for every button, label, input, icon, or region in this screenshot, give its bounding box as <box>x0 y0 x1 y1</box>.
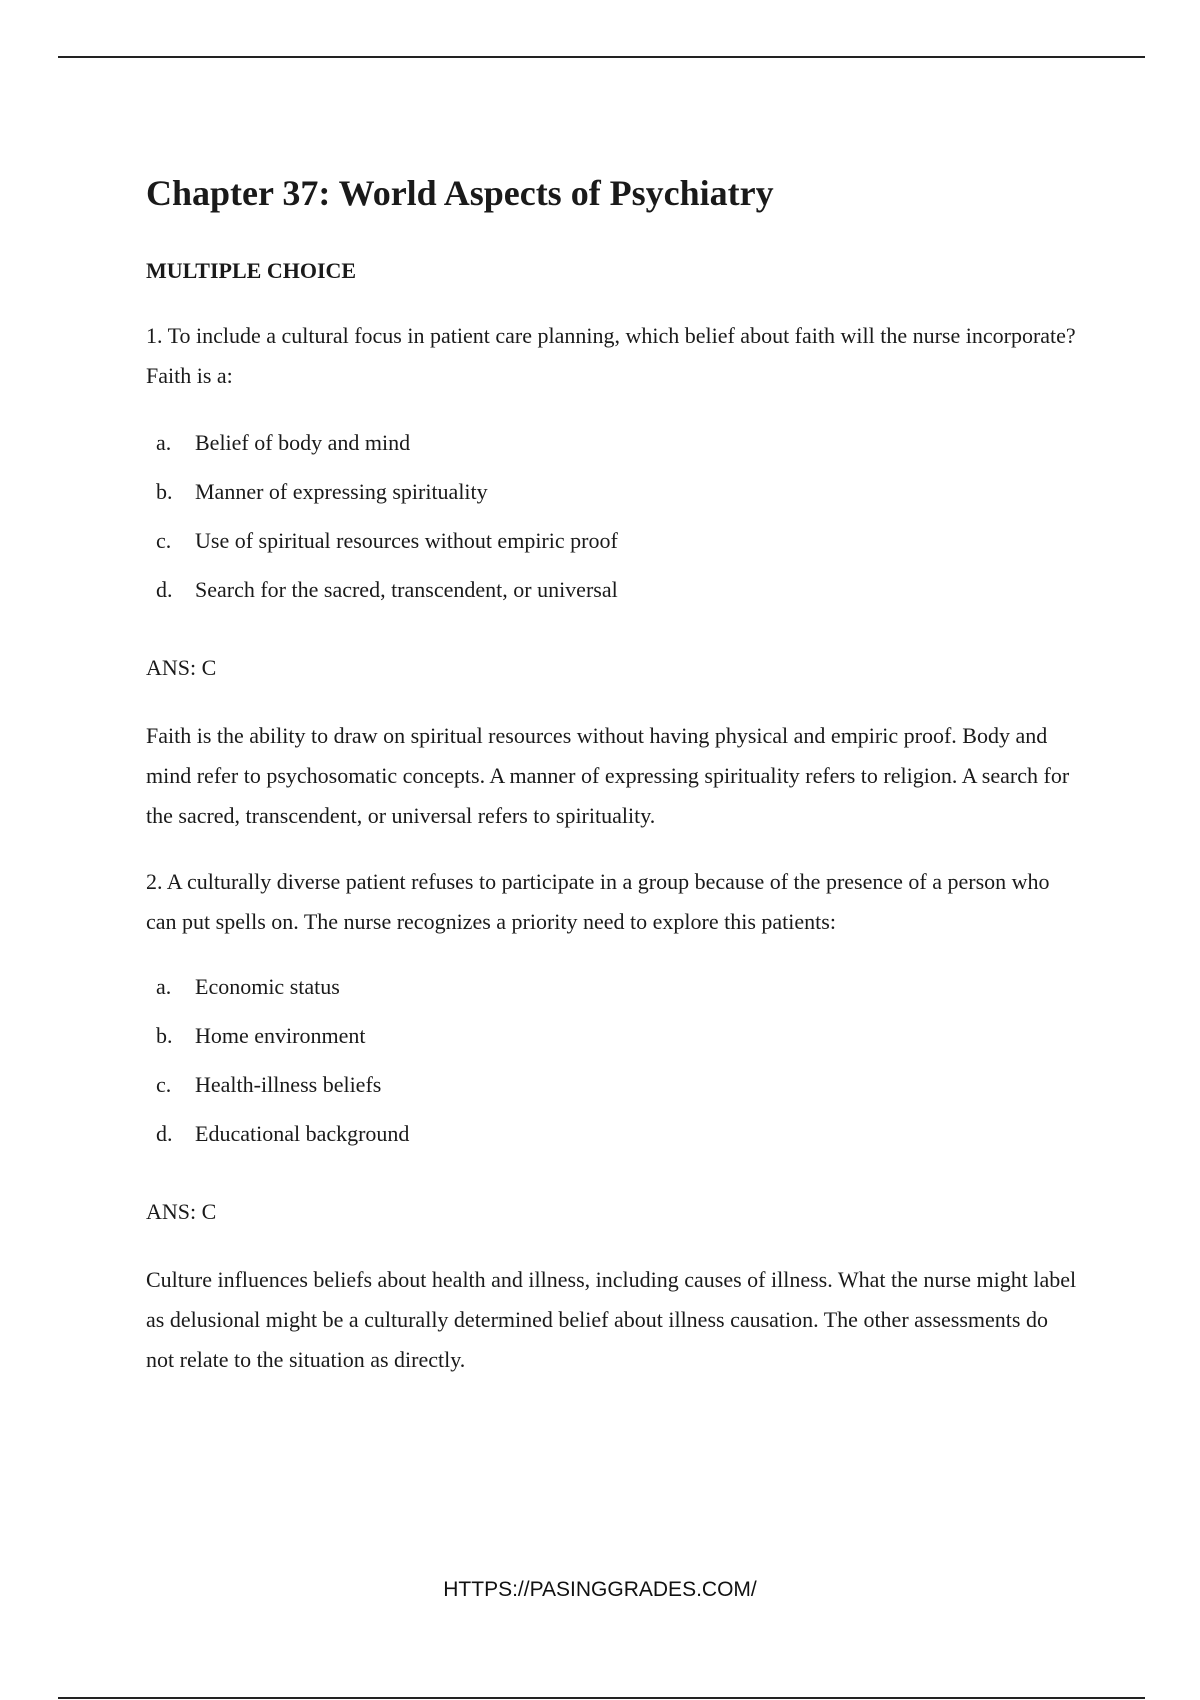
option-letter: c. <box>156 1072 172 1097</box>
question-2-option-b <box>156 1021 365 1051</box>
option-text: Health-illness beliefs <box>195 1072 382 1097</box>
question-2-option-d <box>156 1119 409 1149</box>
question-1-option-c <box>156 526 618 556</box>
option-text: Search for the sacred, transcendent, or universal <box>195 577 618 602</box>
page-title: Chapter 37: World Aspects of Psychiatry <box>146 173 774 213</box>
option-letter: d. <box>156 577 173 602</box>
question-1-answer: ANS: C <box>146 655 217 680</box>
question-2-stem: 2. A culturally diverse patient refuses to participate in a group because of the presence of a person who can put spells on. The nurse recognizes a priority need to explore this patients: <box>146 869 1050 934</box>
question-1-stem: 1. To include a cultural focus in patient care planning, which belief about faith will the nurse incorporate? Faith is a: <box>146 323 1076 388</box>
option-letter: a. <box>156 974 172 999</box>
top-rule <box>58 56 1145 58</box>
option-letter: b. <box>156 1023 173 1048</box>
option-text: Educational background <box>195 1121 410 1146</box>
question-2-rationale: Culture influences beliefs about health and illness, including causes of illness. What the nurse might label as delusional might be a culturally determined belief about illness causation. The other assessments do not relate to the situation as directly. <box>146 1267 1077 1372</box>
option-text: Use of spiritual resources without empiric proof <box>195 528 618 553</box>
question-1-rationale: Faith is the ability to draw on spiritual resources without having physical and empiric proof. Body and mind refer to psychosomatic concepts. A manner of expressing spirituality refers to religion. A search for the sacred, transcendent, or universal refers to spirituality. <box>146 723 1070 828</box>
question-1-option-a <box>156 428 410 458</box>
option-letter: d. <box>156 1121 173 1146</box>
question-2-option-a <box>156 972 340 1002</box>
question-1-option-b <box>156 477 488 507</box>
option-text: Home environment <box>195 1023 366 1048</box>
option-text: Economic status <box>195 974 340 999</box>
question-1-option-d <box>156 575 618 605</box>
bottom-rule <box>58 1697 1145 1699</box>
footer-url: HTTPS://PASINGGRADES.COM/ <box>443 1578 757 1601</box>
section-label: MULTIPLE CHOICE <box>146 258 357 283</box>
option-letter: c. <box>156 528 172 553</box>
option-letter: a. <box>156 430 172 455</box>
option-text: Manner of expressing spirituality <box>195 479 488 504</box>
question-2-answer: ANS: C <box>146 1199 217 1224</box>
option-text: Belief of body and mind <box>195 430 411 455</box>
option-letter: b. <box>156 479 173 504</box>
question-2-option-c <box>156 1070 381 1100</box>
